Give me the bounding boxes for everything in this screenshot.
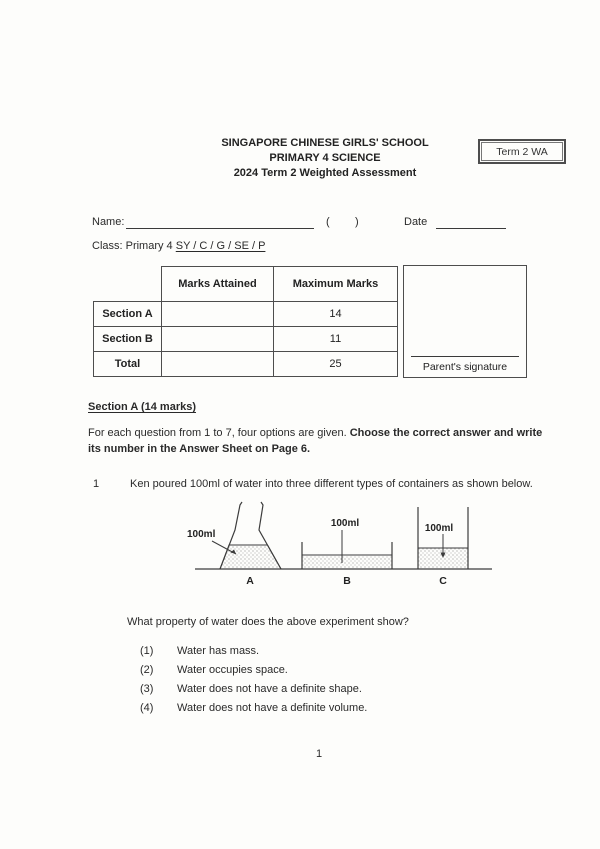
signature-label: Parent's signature <box>422 361 508 373</box>
class-prefix: Class: Primary 4 <box>92 240 176 252</box>
total-maximum-cell: 25 <box>274 352 398 377</box>
table-row-section-b <box>94 327 398 352</box>
index-paren-open: ( <box>326 216 330 228</box>
section-a-attained-cell <box>162 302 274 327</box>
class-line <box>92 240 265 253</box>
marks-table-corner-cell <box>94 267 162 302</box>
option-1-number: (1) <box>140 645 154 657</box>
option-3-text: Water does not have a definite shape. <box>177 683 362 695</box>
row-label-section-a: Section A <box>94 302 162 327</box>
option-4-number: (4) <box>140 702 154 714</box>
subject-title: PRIMARY 4 SCIENCE <box>269 152 381 164</box>
date-blank-line <box>436 228 506 229</box>
water-in-tray-b <box>302 555 392 569</box>
index-paren-close: ) <box>355 216 359 228</box>
instructions-bold-part: Choose the correct answer and write its number in the Answer Sheet on Page 6. <box>88 427 543 455</box>
option-3-number: (3) <box>140 683 154 695</box>
option-1-text: Water has mass. <box>177 645 260 657</box>
option-2-number: (2) <box>140 664 154 676</box>
container-c-label: C <box>439 575 447 587</box>
table-row-total <box>94 352 398 377</box>
table-row-section-a <box>94 302 398 327</box>
question-1-text: Ken poured 100ml of water into three different types of containers as shown below. <box>130 478 533 490</box>
question-1-prompt: What property of water does the above experiment show? <box>127 616 409 628</box>
section-a-maximum-cell: 14 <box>274 302 398 327</box>
total-attained-cell <box>162 352 274 377</box>
name-label: Name: <box>92 216 125 228</box>
name-blank-line <box>126 228 314 229</box>
water-in-flask-a <box>220 545 281 569</box>
container-a-label: A <box>246 575 254 587</box>
section-a-heading: Section A (14 marks) <box>88 401 197 413</box>
parent-signature-box <box>403 265 527 378</box>
page-number: 1 <box>316 748 323 760</box>
school-name: SINGAPORE CHINESE GIRLS' SCHOOL <box>221 137 429 149</box>
beaker-c-volume-label: 100ml <box>424 523 454 534</box>
tray-b-volume-label: 100ml <box>330 518 360 529</box>
section-b-maximum-cell: 11 <box>274 327 398 352</box>
col-header-marks-attained: Marks Attained <box>162 267 274 302</box>
section-a-instructions <box>88 425 554 457</box>
option-4-text: Water does not have a definite volume. <box>177 702 368 714</box>
class-options: SY / C / G / SE / P <box>175 240 266 252</box>
col-header-maximum-marks: Maximum Marks <box>274 267 398 302</box>
section-b-attained-cell <box>162 327 274 352</box>
instructions-regular-part: For each question from 1 to 7, four options are given. <box>88 427 350 439</box>
assessment-title: 2024 Term 2 Weighted Assessment <box>233 167 417 179</box>
containers-figure <box>168 494 508 594</box>
option-2-text: Water occupies space. <box>177 664 288 676</box>
signature-line <box>411 356 519 357</box>
row-label-total: Total <box>94 352 162 377</box>
marks-table <box>93 266 398 377</box>
container-b-label: B <box>343 575 351 587</box>
flask-a-volume-label: 100ml <box>187 529 216 540</box>
term-label: Term 2 WA <box>481 142 563 161</box>
question-1-number: 1 <box>93 478 100 490</box>
row-label-section-b: Section B <box>94 327 162 352</box>
term-label-box <box>478 139 566 164</box>
date-label: Date <box>404 216 428 228</box>
